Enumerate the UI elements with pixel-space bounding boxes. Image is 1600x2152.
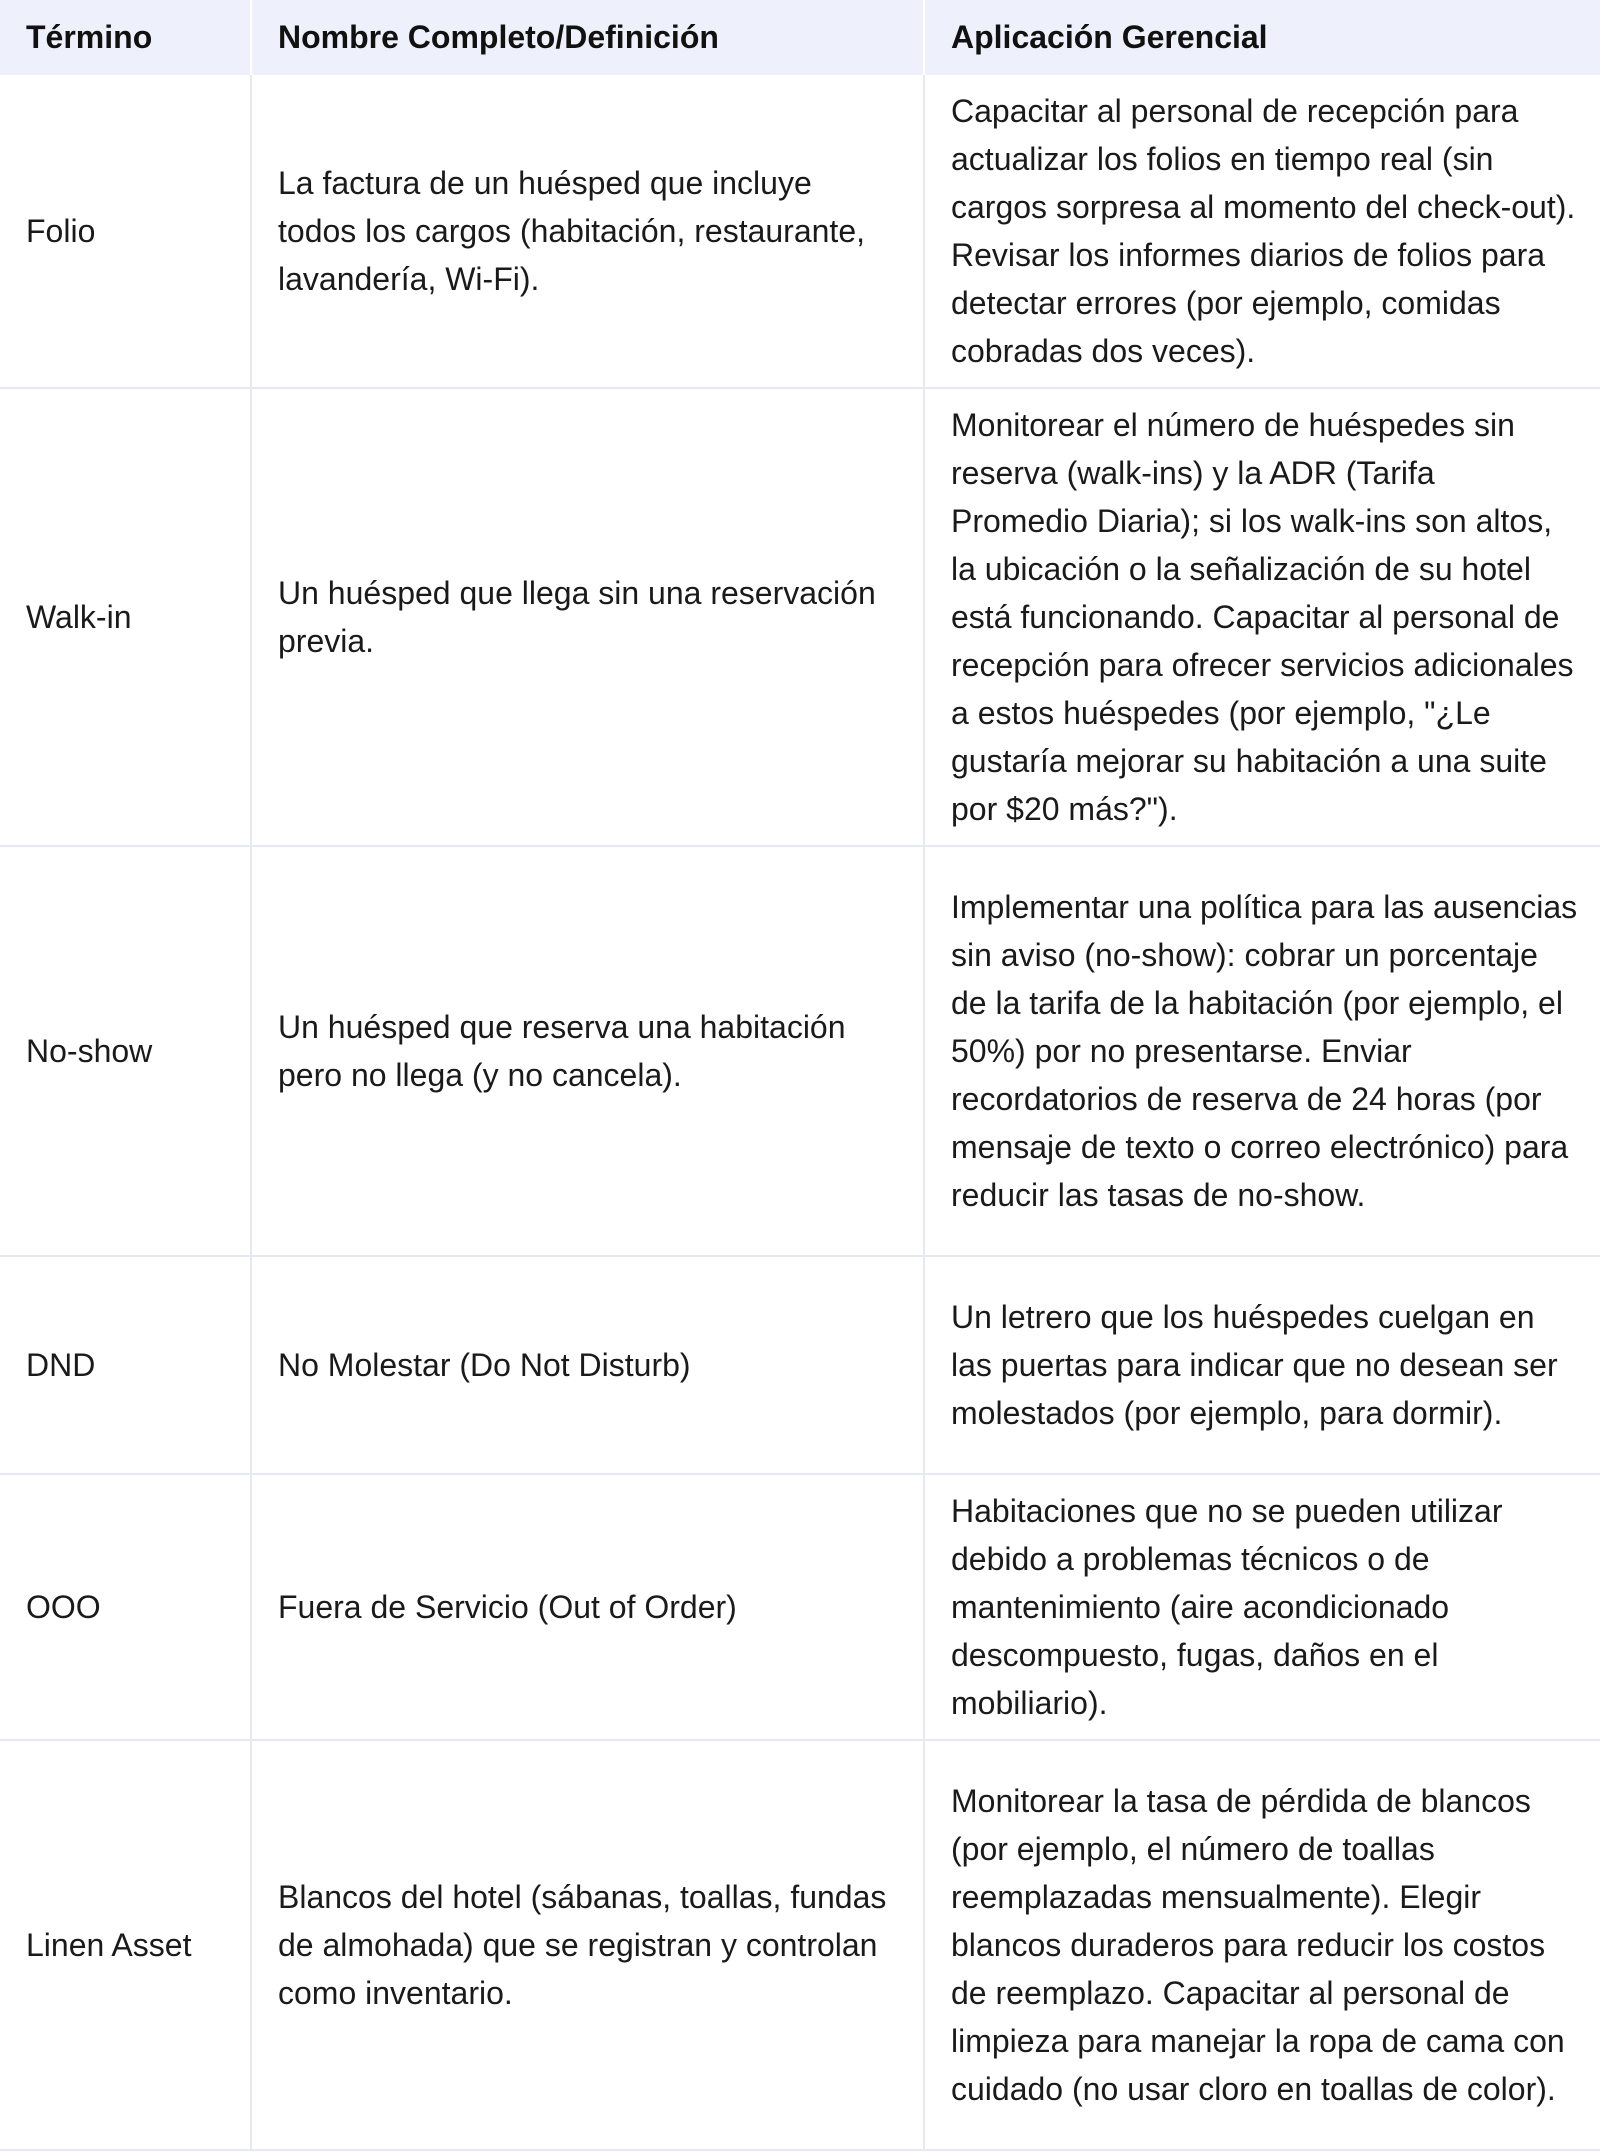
definition-cell: Fuera de Servicio (Out of Order) <box>251 1474 924 1740</box>
table-row <box>0 846 1600 1256</box>
term-cell: Linen Asset <box>0 1740 251 2150</box>
application-cell: Monitorear el número de huéspedes sin reserva (walk-ins) y la ADR (Tarifa Promedio Diaria); si los walk-ins son altos, la ubicación o la señalización de su hotel está funcionando. Capacitar al personal de recepción para ofrecer servicios adicionales a estos huéspedes (por ejemplo, "¿Le gustaría mejorar su habitación a una suite por $20 más?"). <box>924 388 1600 846</box>
table-row <box>0 388 1600 846</box>
term-cell: Walk-in <box>0 388 251 846</box>
definition-cell: No Molestar (Do Not Disturb) <box>251 1256 924 1474</box>
term-cell: OOO <box>0 1474 251 1740</box>
definition-cell: Blancos del hotel (sábanas, toallas, fundas de almohada) que se registran y controlan como inventario. <box>251 1740 924 2150</box>
application-cell: Monitorear la tasa de pérdida de blancos (por ejemplo, el número de toallas reemplazadas mensualmente). Elegir blancos duraderos para reducir los costos de reemplazo. Capacitar al personal de limpieza para manejar la ropa de cama con cuidado (no usar cloro en toallas de color). <box>924 1740 1600 2150</box>
header-term: Término <box>0 0 251 75</box>
application-cell: Implementar una política para las ausencias sin aviso (no-show): cobrar un porcentaje de la tarifa de la habitación (por ejemplo, el 50%) por no presentarse. Enviar recordatorios de reserva de 24 horas (por mensaje de texto o correo electrónico) para reducir las tasas de no-show. <box>924 846 1600 1256</box>
definition-cell: Un huésped que llega sin una reservación previa. <box>251 388 924 846</box>
application-cell: Capacitar al personal de recepción para actualizar los folios en tiempo real (sin cargos sorpresa al momento del check-out). Revisar los informes diarios de folios para detectar errores (por ejemplo, comidas cobradas dos veces). <box>924 75 1600 388</box>
header-definition: Nombre Completo/Definición <box>251 0 924 75</box>
table-row <box>0 75 1600 388</box>
application-cell: Un letrero que los huéspedes cuelgan en las puertas para indicar que no desean ser molestados (por ejemplo, para dormir). <box>924 1256 1600 1474</box>
term-cell: DND <box>0 1256 251 1474</box>
definition-cell: La factura de un huésped que incluye todos los cargos (habitación, restaurante, lavandería, Wi-Fi). <box>251 75 924 388</box>
header-application: Aplicación Gerencial <box>924 0 1600 75</box>
table-header <box>0 0 1600 75</box>
table-row <box>0 1740 1600 2150</box>
table-row <box>0 1256 1600 1474</box>
term-cell: No-show <box>0 846 251 1256</box>
term-cell: Folio <box>0 75 251 388</box>
header-row <box>0 0 1600 75</box>
definition-cell: Un huésped que reserva una habitación pero no llega (y no cancela). <box>251 846 924 1256</box>
table-body <box>0 75 1600 2150</box>
table-row <box>0 1474 1600 1740</box>
application-cell: Habitaciones que no se pueden utilizar debido a problemas técnicos o de mantenimiento (aire acondicionado descompuesto, fugas, daños en el mobiliario). <box>924 1474 1600 1740</box>
